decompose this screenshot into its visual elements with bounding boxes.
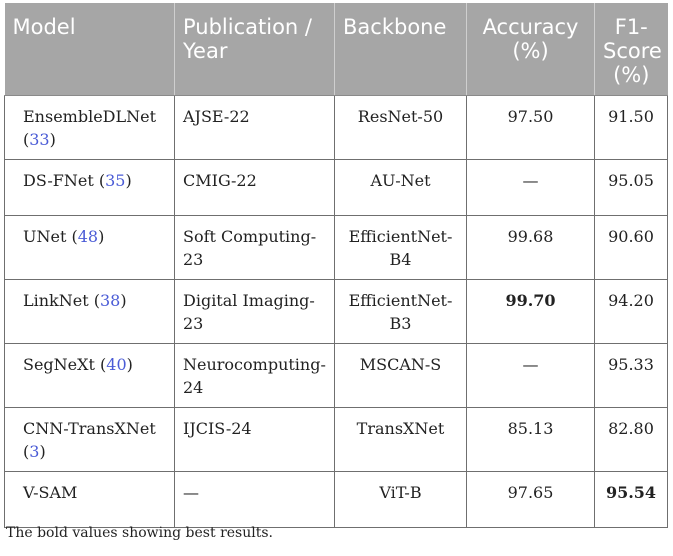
table-row — [5, 344, 668, 408]
cell-model — [5, 216, 175, 280]
model-name: SegNeXt ( — [23, 355, 107, 374]
model-name: V-SAM — [23, 483, 78, 502]
header-model: Model — [5, 3, 175, 96]
cell-f1: 95.05 — [595, 160, 668, 216]
citation-link[interactable]: 38 — [99, 291, 121, 310]
cell-publication: Neurocomputing-24 — [175, 344, 335, 408]
cell-f1-best: 95.54 — [595, 472, 668, 528]
table-row — [5, 472, 668, 528]
model-name: CNN-TransXNet ( — [23, 419, 156, 461]
cell-accuracy: 97.50 — [467, 96, 595, 160]
results-table — [4, 3, 668, 528]
cell-model — [5, 408, 175, 472]
cell-accuracy: 85.13 — [467, 408, 595, 472]
model-name-end: ) — [98, 227, 105, 246]
cell-f1: 82.80 — [595, 408, 668, 472]
cell-model — [5, 96, 175, 160]
cell-model — [5, 344, 175, 408]
model-name-end: ) — [49, 130, 56, 149]
cell-model — [5, 472, 175, 528]
cell-f1: 91.50 — [595, 96, 668, 160]
cell-f1: 95.33 — [595, 344, 668, 408]
model-name: UNet ( — [23, 227, 78, 246]
cell-publication: CMIG-22 — [175, 160, 335, 216]
cell-publication: AJSE-22 — [175, 96, 335, 160]
citation-link[interactable]: 40 — [106, 355, 127, 374]
header-backbone: Backbone — [335, 3, 467, 96]
table-body — [5, 96, 668, 528]
cell-publication: — — [175, 472, 335, 528]
cell-accuracy: — — [467, 344, 595, 408]
model-name: EnsembleDLNet ( — [23, 107, 157, 149]
model-name-end: ) — [120, 291, 127, 310]
model-name-end: ) — [39, 442, 46, 461]
table-header — [5, 3, 668, 96]
table-footnote: The bold values showing best results. — [6, 525, 273, 541]
cell-backbone: EfficientNet-B4 — [335, 216, 467, 280]
citation-link[interactable]: 3 — [29, 442, 40, 461]
cell-accuracy: 97.65 — [467, 472, 595, 528]
citation-link[interactable]: 33 — [29, 130, 50, 149]
cell-publication: Soft Computing-23 — [175, 216, 335, 280]
cell-model — [5, 280, 175, 344]
model-name: LinkNet ( — [23, 291, 100, 310]
cell-accuracy: 99.68 — [467, 216, 595, 280]
citation-link[interactable]: 35 — [105, 171, 126, 190]
cell-backbone: AU-Net — [335, 160, 467, 216]
table-row — [5, 216, 668, 280]
cell-accuracy-best: 99.70 — [467, 280, 595, 344]
header-accuracy: Accuracy (%) — [467, 3, 595, 96]
table-row — [5, 96, 668, 160]
citation-link[interactable]: 48 — [77, 227, 99, 246]
cell-publication: IJCIS-24 — [175, 408, 335, 472]
cell-backbone: EfficientNet-B3 — [335, 280, 467, 344]
cell-backbone: MSCAN-S — [335, 344, 467, 408]
table-row — [5, 160, 668, 216]
header-publication: Publication / Year — [175, 3, 335, 96]
model-name: DS-FNet ( — [23, 171, 106, 190]
cell-backbone: ResNet-50 — [335, 96, 467, 160]
cell-backbone: TransXNet — [335, 408, 467, 472]
table-row — [5, 280, 668, 344]
cell-model — [5, 160, 175, 216]
cell-publication: Digital Imaging-23 — [175, 280, 335, 344]
cell-backbone: ViT-B — [335, 472, 467, 528]
model-name-end: ) — [125, 171, 132, 190]
cell-f1: 90.60 — [595, 216, 668, 280]
results-table-container — [4, 3, 667, 528]
cell-f1: 94.20 — [595, 280, 668, 344]
table-row — [5, 408, 668, 472]
cell-accuracy: — — [467, 160, 595, 216]
model-name-end: ) — [126, 355, 133, 374]
header-f1: F1-Score (%) — [595, 3, 668, 96]
